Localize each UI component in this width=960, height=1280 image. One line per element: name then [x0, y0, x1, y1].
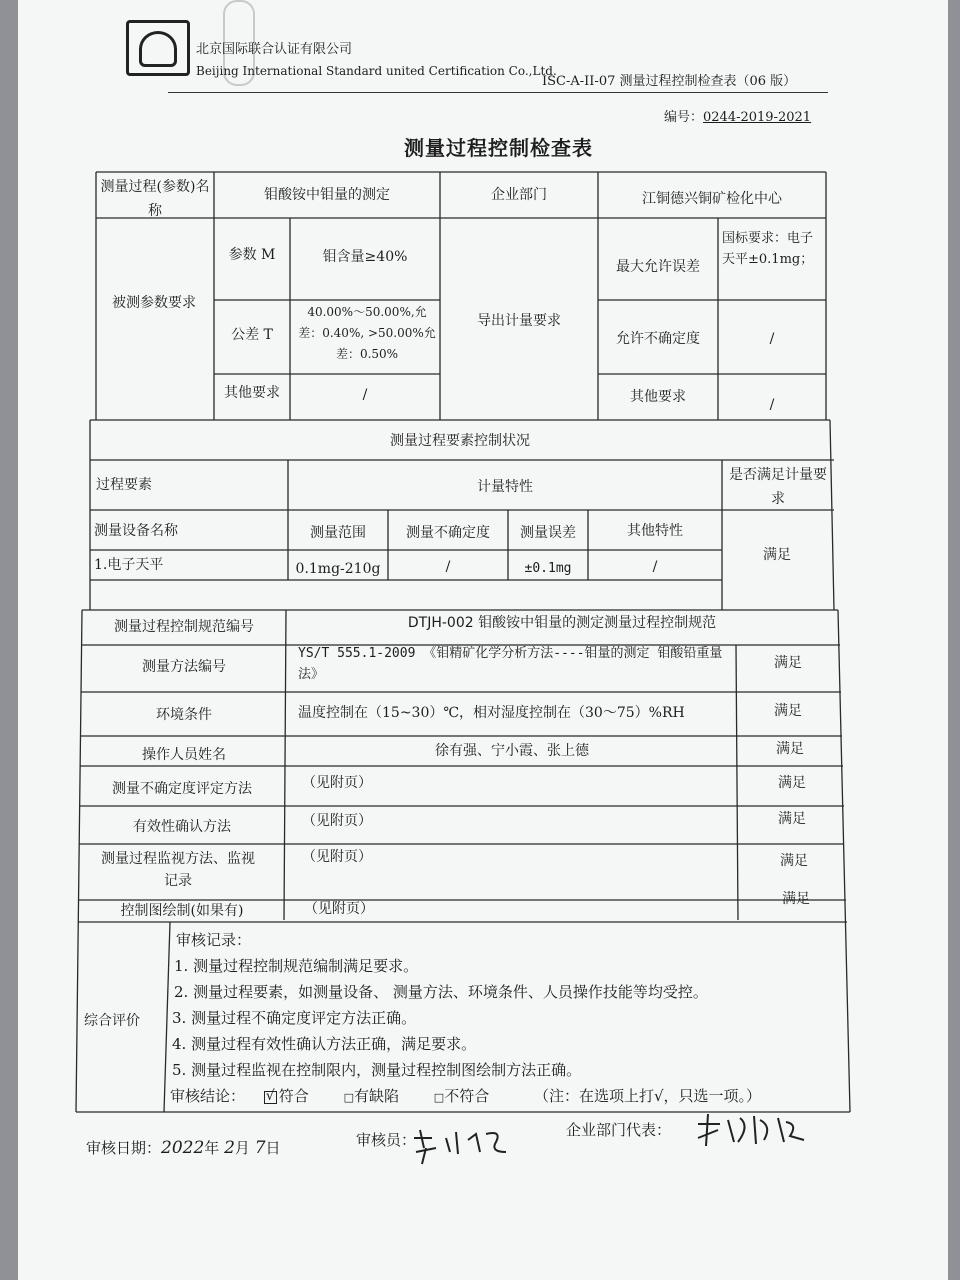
params-group-label: 被测参数要求 — [112, 295, 196, 311]
row-label: 有效性确认方法 — [133, 819, 231, 835]
record-item: 3. 测量过程不确定度评定方法正确。 — [172, 1009, 417, 1027]
err-header: 测量误差 — [520, 525, 576, 541]
row-result: 满足 — [774, 703, 802, 719]
other2-value: / — [769, 397, 775, 413]
evaluation-label: 综合评价 — [84, 1013, 140, 1029]
auditor-signature — [406, 1118, 526, 1168]
metro-label: 计量特性 — [477, 479, 533, 495]
dept-label: 企业部门 — [491, 187, 547, 203]
record-item: 4. 测量过程有效性确认方法正确，满足要求。 — [172, 1035, 477, 1053]
element-label: 过程要素 — [96, 477, 152, 493]
row-value: （见附页） — [302, 775, 372, 791]
option-pass[interactable]: √ 符合 — [265, 1087, 309, 1105]
row-label: 控制图绘制(如果有) — [120, 903, 244, 919]
row-label: 测量不确定度评定方法 — [112, 781, 252, 797]
meets-label: 是否满足计量要求 — [729, 467, 827, 507]
doc-number: 编号：0244-2019-2021 — [664, 110, 812, 125]
conclusion-row — [170, 1084, 761, 1110]
param-m-value: 钼含量≥40% — [322, 249, 408, 265]
other-req-label: 其他要求 — [224, 385, 280, 401]
row-label: 测量过程控制规范编号 — [114, 619, 254, 635]
company-name-en: Beijing International Standard united Certification Co.,Ltd. — [196, 64, 557, 78]
equip-result: 满足 — [763, 547, 791, 563]
company-name-cn: 北京国际联合认证有限公司 — [196, 42, 353, 57]
checkbox-icon: □ — [343, 1091, 354, 1104]
representative-signature — [694, 1106, 814, 1152]
equip-uncert: / — [445, 559, 451, 575]
checkbox-icon: □ — [433, 1091, 445, 1104]
uncert-label: 允许不确定度 — [616, 331, 700, 347]
row-result: 满足 — [774, 655, 802, 671]
option-fail[interactable]: □不符合 — [433, 1087, 490, 1105]
row-result: 满足 — [778, 775, 806, 791]
equip-range: 0.1mg-210g — [295, 561, 381, 577]
row-label: 环境条件 — [156, 707, 212, 723]
form-code: ISC-A-II-07 测量过程控制检查表（06 版） — [542, 74, 797, 89]
selection-note: （注：在选项上打√，只选一项。） — [534, 1087, 762, 1105]
param-t-value: 40.00%～50.00%,允差：0.40%, >50.00%允差：0.50% — [298, 305, 436, 361]
conclusion-label: 审核结论： — [170, 1087, 246, 1105]
row-result: 满足 — [776, 741, 804, 757]
document-page — [18, 0, 948, 1280]
equip-err: ±0.1mg — [524, 561, 572, 576]
row-value: 徐有强、宁小霞、张上德 — [435, 743, 589, 759]
process-name-label: 测量过程(参数)名称 — [100, 179, 210, 219]
row-result: 满足 — [782, 891, 810, 907]
equip-header: 测量设备名称 — [94, 523, 178, 539]
equip-name: 1.电子天平 — [94, 557, 164, 573]
page-title: 测量过程控制检查表 — [404, 136, 593, 160]
record-item: 5. 测量过程监视在控制限内，测量过程控制图绘制方法正确。 — [172, 1061, 582, 1079]
derive-label: 导出计量要求 — [477, 313, 561, 329]
other-header: 其他特性 — [627, 523, 683, 539]
uncert-value: / — [769, 331, 775, 347]
param-m-label: 参数 M — [228, 247, 276, 263]
max-err-value: 国标要求：电子天平±0.1mg； — [722, 231, 814, 268]
max-err-label: 最大允许误差 — [616, 259, 700, 275]
section-title: 测量过程要素控制状况 — [390, 433, 530, 449]
option-defect[interactable]: □有缺陷 — [343, 1087, 400, 1105]
param-t-label: 公差 T — [231, 327, 273, 343]
row-value: （见附页） — [302, 849, 372, 865]
range-header: 测量范围 — [310, 525, 366, 541]
row-label: 操作人员姓名 — [142, 747, 226, 763]
process-name-value: 钼酸铵中钼量的测定 — [264, 187, 390, 203]
other-req-value: / — [362, 387, 368, 403]
row-value: DTJH-002 钼酸铵中钼量的测定测量过程控制规范 — [407, 615, 717, 631]
row-result: 满足 — [778, 811, 806, 827]
record-item: 2. 测量过程要素，如测量设备、 测量方法、环境条件、人员操作技能等均受控。 — [174, 983, 708, 1001]
dept-value: 江铜德兴铜矿检化中心 — [642, 191, 782, 207]
row-label: 测量过程监视方法、监视记录 — [101, 851, 255, 890]
row-value: （见附页） — [302, 813, 372, 829]
equip-other: / — [652, 559, 658, 575]
row-value: （见附页） — [304, 901, 374, 917]
audit-date: 审核日期：2022年 2月 7日 — [86, 1138, 281, 1158]
row-result: 满足 — [780, 853, 808, 869]
rep-label: 企业部门代表： — [566, 1121, 672, 1139]
record-label: 审核记录： — [176, 931, 252, 949]
record-item: 1. 测量过程控制规范编制满足要求。 — [174, 957, 419, 975]
uncert-header: 测量不确定度 — [406, 525, 490, 541]
row-value: 温度控制在（15~30）℃，相对湿度控制在（30～75）%RH — [298, 705, 685, 721]
row-label: 测量方法编号 — [142, 659, 226, 675]
row-value: YS/T 555.1-2009 《钼精矿化学分析方法----钼量的测定 钼酸铅重量法》 — [298, 646, 723, 682]
other2-label: 其他要求 — [630, 389, 686, 405]
auditor-label: 审核员： — [356, 1131, 417, 1149]
checked-box-icon: √ — [264, 1091, 277, 1104]
